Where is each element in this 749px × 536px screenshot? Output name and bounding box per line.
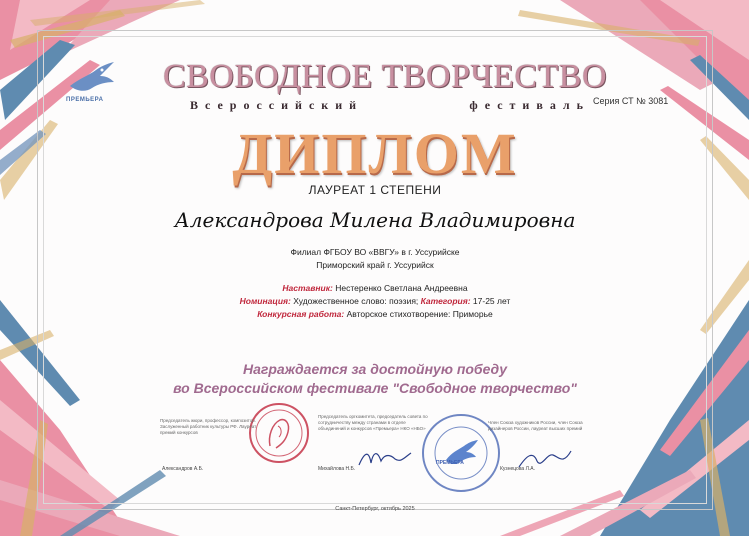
organization [220,246,530,272]
left-signatory-text: Председатель жюри, профессор, композитор. Заслуженный работник культуры РФ. Лауреат премий конкурсов [160,418,257,435]
signature-scribble-center [355,445,415,473]
left-signatory-name: Александров А.Б. [162,466,204,472]
series-number: Серия СТ № 3081 [593,96,669,106]
award-text [160,360,590,398]
nomination-value: Художественное слово: поэзия; [293,296,419,306]
award-line-1: Награждается за достойную победу [242,361,507,377]
center-signatory-text: Председатель оргкомитета, председатель совета по сотрудничеству между странами в отделе объединений и конкурсов «Премьера» НКО «НБО» [318,414,428,431]
place-date: Санкт-Петербург, октябрь 2025 [335,506,415,512]
dove-logo-icon [66,60,118,96]
work-line [160,309,590,319]
award-line-2: во Всероссийском фестивале "Свободное творчество" [173,380,577,396]
diploma-heading: ДИПЛОМ [232,121,518,186]
festival-subtitle [190,98,590,113]
mentor-label: Наставник: [282,283,333,293]
nomination-line [160,296,590,306]
mentor-line [160,283,590,293]
logo-label: ПРЕМЬЕРА [66,97,104,103]
festival-title: СВОБОДНОЕ ТВОРЧЕСТВО [162,58,608,95]
subtitle-word-2: фестиваль [469,98,590,112]
category-value: 17-25 лет [472,296,511,306]
right-signatory-name: Кузнецова Л.А. [500,466,535,472]
center-signatory-name: Михайлова Н.Б. [318,466,356,472]
laureate-degree: ЛАУРЕАТ 1 СТЕПЕНИ [308,183,442,197]
organization-line-2: Приморский край г. Уссурийск [316,260,434,270]
work-value: Авторское стихотворение: Приморье [346,309,493,319]
recipient-name: Александрова Милена Владимировна [174,208,576,232]
organization-line-1: Филиал ФГБОУ ВО «ВВГУ» в г. Уссурийске [290,247,460,257]
right-signatory-text: Член Союза художников России, член Союза дизайнеров России, лауреат высших премий [488,420,583,431]
nomination-label: Номинация: [239,296,291,306]
category-label: Категория: [420,296,471,306]
subtitle-word-1: Всероссийский [190,98,364,112]
stamp-label: ПРЕМЬЕРА [436,460,464,466]
work-label: Конкурсная работа: [257,309,345,319]
mentor-value: Нестеренко Светлана Андреевна [335,283,468,293]
